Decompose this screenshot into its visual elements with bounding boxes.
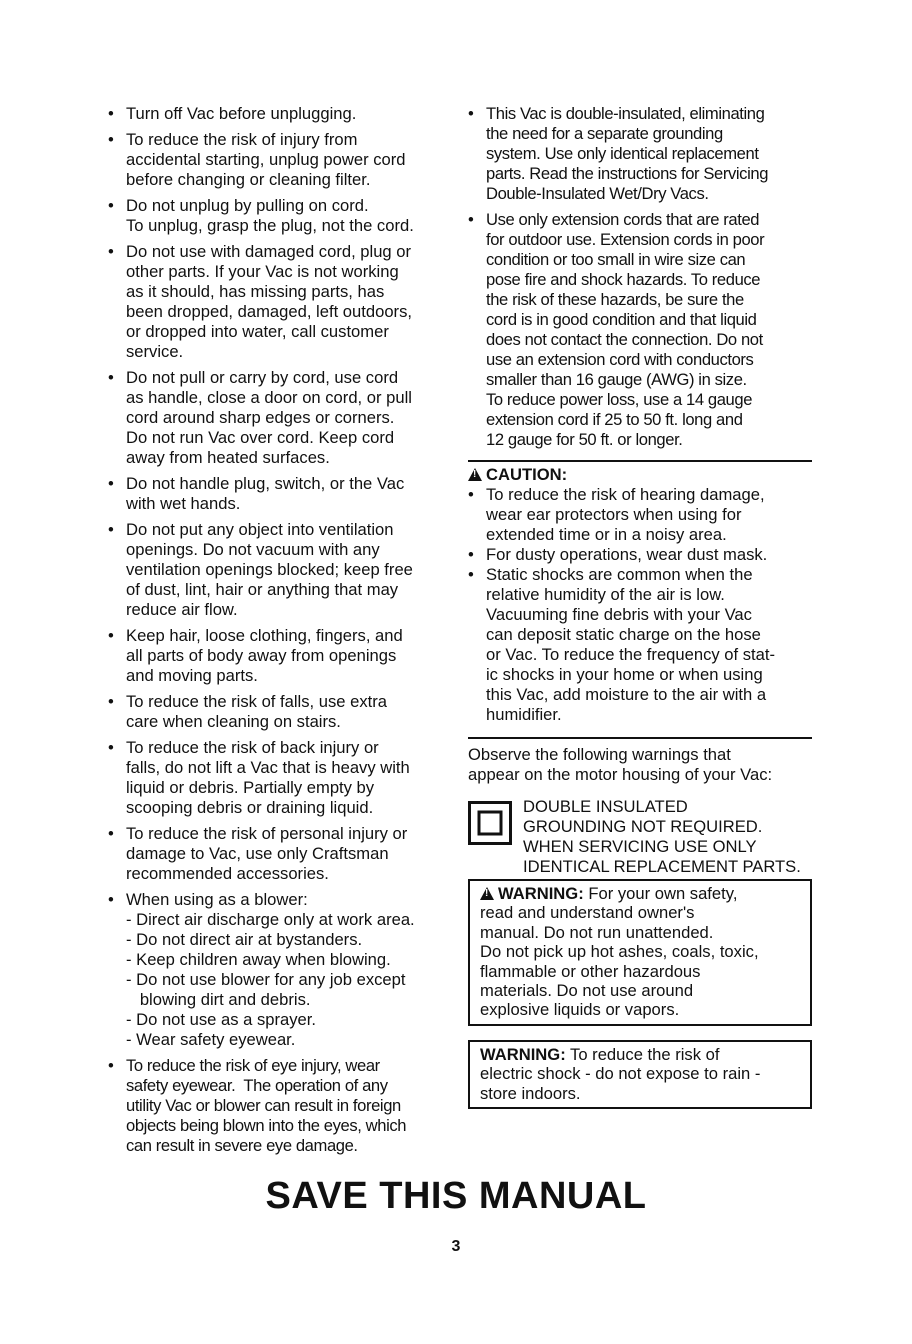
page-number: 3: [451, 1238, 461, 1255]
caution-heading: !CAUTION:: [468, 465, 812, 485]
bullet-item: • Do not handle plug, switch, or the Vac with wet hands.: [108, 474, 453, 514]
warning-box-shock: WARNING: To reduce the risk of electric shock - do not expose to rain - store indoors.: [468, 1040, 812, 1109]
left-safety-list: [108, 104, 453, 1156]
bullet-item: • Keep hair, loose clothing, fingers, and all parts of body away from openings and moving parts.: [108, 626, 453, 686]
warning-triangle-icon: [468, 468, 482, 481]
double-insulated-text: DOUBLE INSULATED GROUNDING NOT REQUIRED. WHEN SERVICING USE ONLY IDENTICAL REPLACEMENT PARTS.: [523, 797, 801, 876]
left-column: [108, 104, 453, 1162]
bullet-item: • When using as a blower: - Direct air discharge only at work area. - Do not direct air at bystanders. - Keep children away when blowing. - Do not use blower for any job except blowing dirt and debris. - Do not use as a sprayer. - Wear safety eyewear.: [108, 890, 453, 1050]
warning-box-safety: !WARNING: For your own safety, read and understand owner's manual. Do not run unattended. Do not pick up hot ashes, coals, toxic, flammable or other hazardous materials. Do not use around explosive liquids or vapors.: [468, 879, 812, 1026]
bullet-item: • To reduce the risk of falls, use extra care when cleaning on stairs.: [108, 692, 453, 732]
bullet-item: • Static shocks are common when the relative humidity of the air is low. Vacuuming fine debris with your Vac can deposit static charge on the hose or Vac. To reduce the frequency of stat- ic shocks in your home or when using this Vac, add moisture to the air with a humidifier.: [468, 565, 812, 725]
double-insulated-square-icon: [468, 801, 512, 845]
observe-divider: [468, 737, 812, 739]
bullet-item: • For dusty operations, wear dust mask.: [468, 545, 812, 565]
caution-divider: [468, 460, 812, 462]
right-column: [468, 104, 812, 1109]
bullet-item: • Do not put any object into ventilation openings. Do not vacuum with any ventilation openings blocked; keep free of dust, lint, hair or anything that may reduce air flow.: [108, 520, 453, 620]
caution-list: [468, 485, 812, 725]
bullet-item: • Do not use with damaged cord, plug or other parts. If your Vac is not working as it should, has missing parts, has been dropped, damaged, left outdoors, or dropped into water, call customer service.: [108, 242, 453, 362]
bullet-item: • Do not pull or carry by cord, use cord as handle, close a door on cord, or pull cord around sharp edges or corners. Do not run Vac over cord. Keep cord away from heated surfaces.: [108, 368, 453, 468]
bullet-item: • To reduce the risk of injury from accidental starting, unplug power cord before changing or cleaning filter.: [108, 130, 453, 190]
save-manual-title: SAVE THIS MANUAL: [265, 1175, 647, 1217]
bullet-item: • To reduce the risk of personal injury or damage to Vac, use only Craftsman recommended accessories.: [108, 824, 453, 884]
bullet-item: • To reduce the risk of hearing damage, wear ear protectors when using for extended time or in a noisy area.: [468, 485, 812, 545]
bullet-item: • Use only extension cords that are rated for outdoor use. Extension cords in poor condition or too small in wire size can pose fire and shock hazards. To reduce the risk of these hazards, be sure the cord is in good condition and that liquid does not contact the connection. Do not use an extension cord with conductors smaller than 16 gauge (AWG) in size. To reduce power loss, use a 14 gauge extension cord if 25 to 50 ft. long and 12 gauge for 50 ft. or longer.: [468, 210, 812, 450]
bullet-item: • Turn off Vac before unplugging.: [108, 104, 453, 124]
double-insulated-label: [468, 797, 812, 879]
bullet-item: • This Vac is double-insulated, eliminating the need for a separate grounding system. Use only identical replacement parts. Read the instructions for Servicing Double-Insulated Wet/Dry Vacs.: [468, 104, 812, 204]
observe-text: Observe the following warnings that appear on the motor housing of your Vac:: [468, 745, 773, 784]
bullet-item: • To reduce the risk of back injury or falls, do not lift a Vac that is heavy with liquid or debris. Partially empty by scooping debris or draining liquid.: [108, 738, 453, 818]
warning-triangle-icon: [480, 887, 494, 900]
right-safety-list: [468, 104, 812, 450]
bullet-item: • Do not unplug by pulling on cord. To unplug, grasp the plug, not the cord.: [108, 196, 453, 236]
bullet-item: • To reduce the risk of eye injury, wear safety eyewear. The operation of any utility Vac or blower can result in foreign objects being blown into the eyes, which can result in severe eye damage.: [108, 1056, 453, 1156]
